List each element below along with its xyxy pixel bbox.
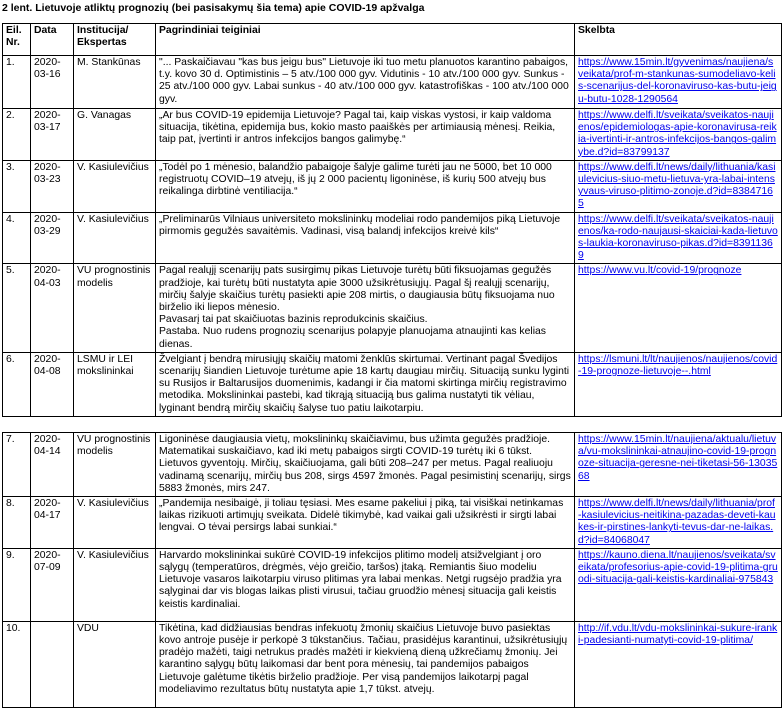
row-statement: "... Paskaičiavau "kas bus jeigu bus" Lietuvoje iki tuo metu planuotos karantino pabaigos, t.y. kovo 30 d. Optimistinis – 5 atv./100 000 gyv. Vidutinis - 10 atv./100 000 gyv. Sunkus - 25 atv./100 000 gyv. Labai sunkus - 40 atv./100 000 gyv. katastrofiškas - 100 atv./100 000 gyv. [156, 56, 575, 109]
row-source [575, 433, 782, 497]
row-date: 2020-03-23 [31, 160, 74, 212]
row-nr: 3. [3, 160, 31, 212]
table-header-row [3, 24, 782, 56]
row-date: 2020-04-08 [31, 352, 74, 416]
row-source [575, 56, 782, 109]
row-statement: Žvelgiant į bendrą mirusiųjų skaičių matomi ženklūs skirtumai. Vertinant pagal Švedijos scenarijų šiandien Lietuvoje turėtume apie 18 kartų daugiau mirčių. Situaciją sunku lyginti su Rusijos ir Baltarusijos duomenimis, kadangi ir čia matomi skirtinga mirčių registravimo metodika. Mokslininkai pastebi, kad tikrąją situaciją bus galima nustatyti tik vėliau, lyginant bendrą mirčių skaičių šalyse tuo patiu laikotarpiu. [156, 352, 575, 416]
row-statement: Ligoninėse daugiausia vietų, mokslininkų skaičiavimu, bus užimta gegužės pradžioje. Matematikai suskaičiavo, kad iki metų pabaigos sirgti COVID-19 turėtų iki 6 tūkst. Lietuvos gyventojų. Mirčių, skaičiuojama, gali būti 208–247 per metus. Pagal realiuoju vadinamą scenarijų, mirčių bus 208, sirgs 4597 žmonės. Pagal pesimistinį scenarijų, sirgs 5883 žmonės, mirs 247. [156, 433, 575, 497]
row-source [575, 352, 782, 416]
row-source [575, 160, 782, 212]
row-nr: 5. [3, 264, 31, 352]
header-nr: Eil. Nr. [3, 24, 31, 56]
row-institution: VU prognostinis modelis [74, 264, 156, 352]
row-date: 2020-03-17 [31, 109, 74, 161]
row-date: 2020-03-29 [31, 212, 74, 264]
row-nr: 9. [3, 548, 31, 621]
forecast-table-part-2 [2, 432, 782, 708]
row-institution: VDU [74, 621, 156, 707]
row-nr: 6. [3, 352, 31, 416]
table-row [3, 352, 782, 416]
row-nr: 7. [3, 433, 31, 497]
source-link[interactable]: https://www.15min.lt/naujiena/aktualu/lietuva/vu-mokslininkai-atnaujino-covid-19-prognoze-situacija-geresne-nei-tiketasi-56-1303568 [578, 434, 778, 482]
forecast-table-part-1 [2, 23, 782, 417]
source-link[interactable]: https://www.vu.lt/covid-19/prognoze [578, 265, 742, 277]
table-row [3, 621, 782, 707]
row-date: 2020-04-14 [31, 433, 74, 497]
row-date: 2020-03-16 [31, 56, 74, 109]
row-institution: V. Kasiulevičius [74, 497, 156, 549]
row-institution: LSMU ir LEI mokslininkai [74, 352, 156, 416]
table-row [3, 212, 782, 264]
header-date: Data [31, 24, 74, 56]
row-date [31, 621, 74, 707]
source-link[interactable]: https://www.delfi.lt/news/daily/lithuania/kasiulevicius-siuo-metu-lietuva-yra-labai-intensyvaus-viruso-plitimo-zonoje.d?id=83847165 [578, 161, 776, 210]
row-source [575, 621, 782, 707]
row-institution: V. Kasiulevičius [74, 548, 156, 621]
table-caption: 2 lent. Lietuvoje atliktų prognozių (bei pasisakymų šia tema) apie COVID-19 apžvalga [2, 2, 425, 14]
row-statement: „Pandemija nesibaigė, ji toliau tęsiasi. Mes esame pakeliui į piką, tai visiškai netinkamas laikas rizikuoti artimųjų sveikata. Didelė tikimybė, kad vaikai gali užsikrėsti ir sirgti labai lengvai. O tėvai persirgs labai sunkiai.“ [156, 497, 575, 549]
row-date: 2020-07-09 [31, 548, 74, 621]
source-link[interactable]: https://www.15min.lt/gyvenimas/naujiena/sveikata/prof-m-stankunas-sumodeliavo-kelis-scenarijus-del-koronaviruso-kas-butu-jeigu-butu-1028-1290564 [578, 57, 777, 105]
row-institution: V. Kasiulevičius [74, 212, 156, 264]
row-nr: 4. [3, 212, 31, 264]
table-row [3, 56, 782, 109]
row-source [575, 212, 782, 264]
row-nr: 2. [3, 109, 31, 161]
row-date: 2020-04-17 [31, 497, 74, 549]
row-nr: 8. [3, 497, 31, 549]
header-statements: Pagrindiniai teiginiai [156, 24, 575, 56]
source-link[interactable]: https://kauno.diena.lt/naujienos/sveikata/sveikata/profesorius-apie-covid-19-plitima-gruodi-situacija-gali-keistis-kardinaliai-975843 [578, 549, 778, 586]
row-date: 2020-04-03 [31, 264, 74, 352]
table-row [3, 109, 782, 161]
source-link[interactable]: http://if.vdu.lt/vdu-mokslininkai-sukure-iranki-padesianti-numatyti-covid-19-plitima/ [578, 622, 778, 647]
row-institution: VU prognostinis modelis [74, 433, 156, 497]
row-nr: 1. [3, 56, 31, 109]
header-institution: Institucija/ Ekspertas [74, 24, 156, 56]
row-source [575, 497, 782, 549]
row-statement: Tikėtina, kad didžiausias bendras infekuotų žmonių skaičius Lietuvoje buvo pasiektas kovo antroje pusėje ir perkopė 3 tūkstančius. Tačiau, prasidėjus karantinui, užsikrėtusiųjų pradėjo mažėti, taigi netrukus pradės mažėti ir kiekvieną dieną užkrečiamų žmonių. Jei karantino sąlygų būtų laikomasi dar bent pora mėnesių, tai pandemijos pabaigos Lietuvoje galėtume tikėtis birželio pradžioje. Per visą pandemijos laikotarpį pagal modeliavimo rezultatus būtų nustatyta apie 1,7 tūkst. atvejų. [156, 621, 575, 707]
row-institution: G. Vanagas [74, 109, 156, 161]
header-published: Skelbta [575, 24, 782, 56]
row-statement: „Todėl po 1 mėnesio, balandžio pabaigoje šalyje galime turėti jau ne 5000, bet 10 000 registruotų COVID–19 atvejų, iš jų 2 000 pacientų ligoninėse, iš kurių 500 atvejų bus reikalinga dirbtinė ventiliacija.“ [156, 160, 575, 212]
row-source [575, 548, 782, 621]
source-link[interactable]: https://www.delfi.lt/sveikata/sveikatos-naujienos/ka-rodo-naujausi-skaiciai-kada-lietuvos-laukia-koronaviruso-pikas.d?id=83911369 [578, 213, 778, 262]
row-source [575, 109, 782, 161]
row-statement: „Ar bus COVID-19 epidemija Lietuvoje? Pagal tai, kaip viskas vystosi, ir kaip valdoma situacija, tikėtina, epidemija bus, kokio masto paaiškės per artimiausią mėnesį. Reikia, taip pat, įvertinti ir antros infekcijos bangos galimybę.“ [156, 109, 575, 161]
row-statement: Harvardo mokslininkai sukūrė COVID-19 infekcijos plitimo modelį atsižvelgiant į oro sąlygų (temperatūros, drėgmės, vėjo greičio, taršos) įtaką. Remiantis šiuo modeliu Lietuvoje vasaros laikotarpiu viruso plitimas yra labai menkas. Netgi rugsėjo pradžia yra sąlyginai dar vis blogas laikas plisti virusui, tačiau gruodžio mėnesį situacija gali keistis keistis kardinaliai. [156, 548, 575, 621]
row-nr: 10. [3, 621, 31, 707]
row-statement: Pagal realųjį scenarijų pats susirgimų pikas Lietuvoje turėtų būti fiksuojamas gegužės pradžioje, kai turėtų būti nustatyta apie 3000 užsikrėtusiųjų. Pagal šį realųjį scenarijų, mirčių šalyje skaičius turėtų pasiekti apie 208 mirtis, o daugiausia būtų fiksuojama nuo birželio iki liepos mėnesio. Pavasarį tai pat skaičiuotas bazinis reprodukcinis skaičius. Pastaba. Nuo rudens prognozių scenarijus polapyje planuojama atnaujinti kas kelias dienas. [156, 264, 575, 352]
table-row [3, 160, 782, 212]
row-statement: „Preliminarūs Vilniaus universiteto mokslininkų modeliai rodo pandemijos piką Lietuvoje pirmomis gegužės savaitėmis. Vadinasi, visą balandį infekcijos kreivė kils“ [156, 212, 575, 264]
table-row [3, 497, 782, 549]
source-link[interactable]: https://www.delfi.lt/sveikata/sveikatos-naujienos/epidemiologas-apie-koronavirusa-reikia-ivertinti-ir-antros-infekcijos-bangos-galimybe.d?id=83799137 [578, 110, 777, 158]
table-row [3, 548, 782, 621]
table-row [3, 264, 782, 352]
row-source [575, 264, 782, 352]
row-institution: M. Stankūnas [74, 56, 156, 109]
source-link[interactable]: https://lsmuni.lt/lt/naujienos/naujienos/covid-19-prognoze-lietuvoje--.html [578, 353, 778, 378]
source-link[interactable]: https://www.delfi.lt/news/daily/lithuania/prof-kasiulevicius-neitikina-pazadas-deveti-kaukes-ir-pirstines-lankyti-tevus-dar-ne-laikas.d?id=84068047 [578, 498, 776, 546]
row-institution: V. Kasiulevičius [74, 160, 156, 212]
table-row [3, 433, 782, 497]
